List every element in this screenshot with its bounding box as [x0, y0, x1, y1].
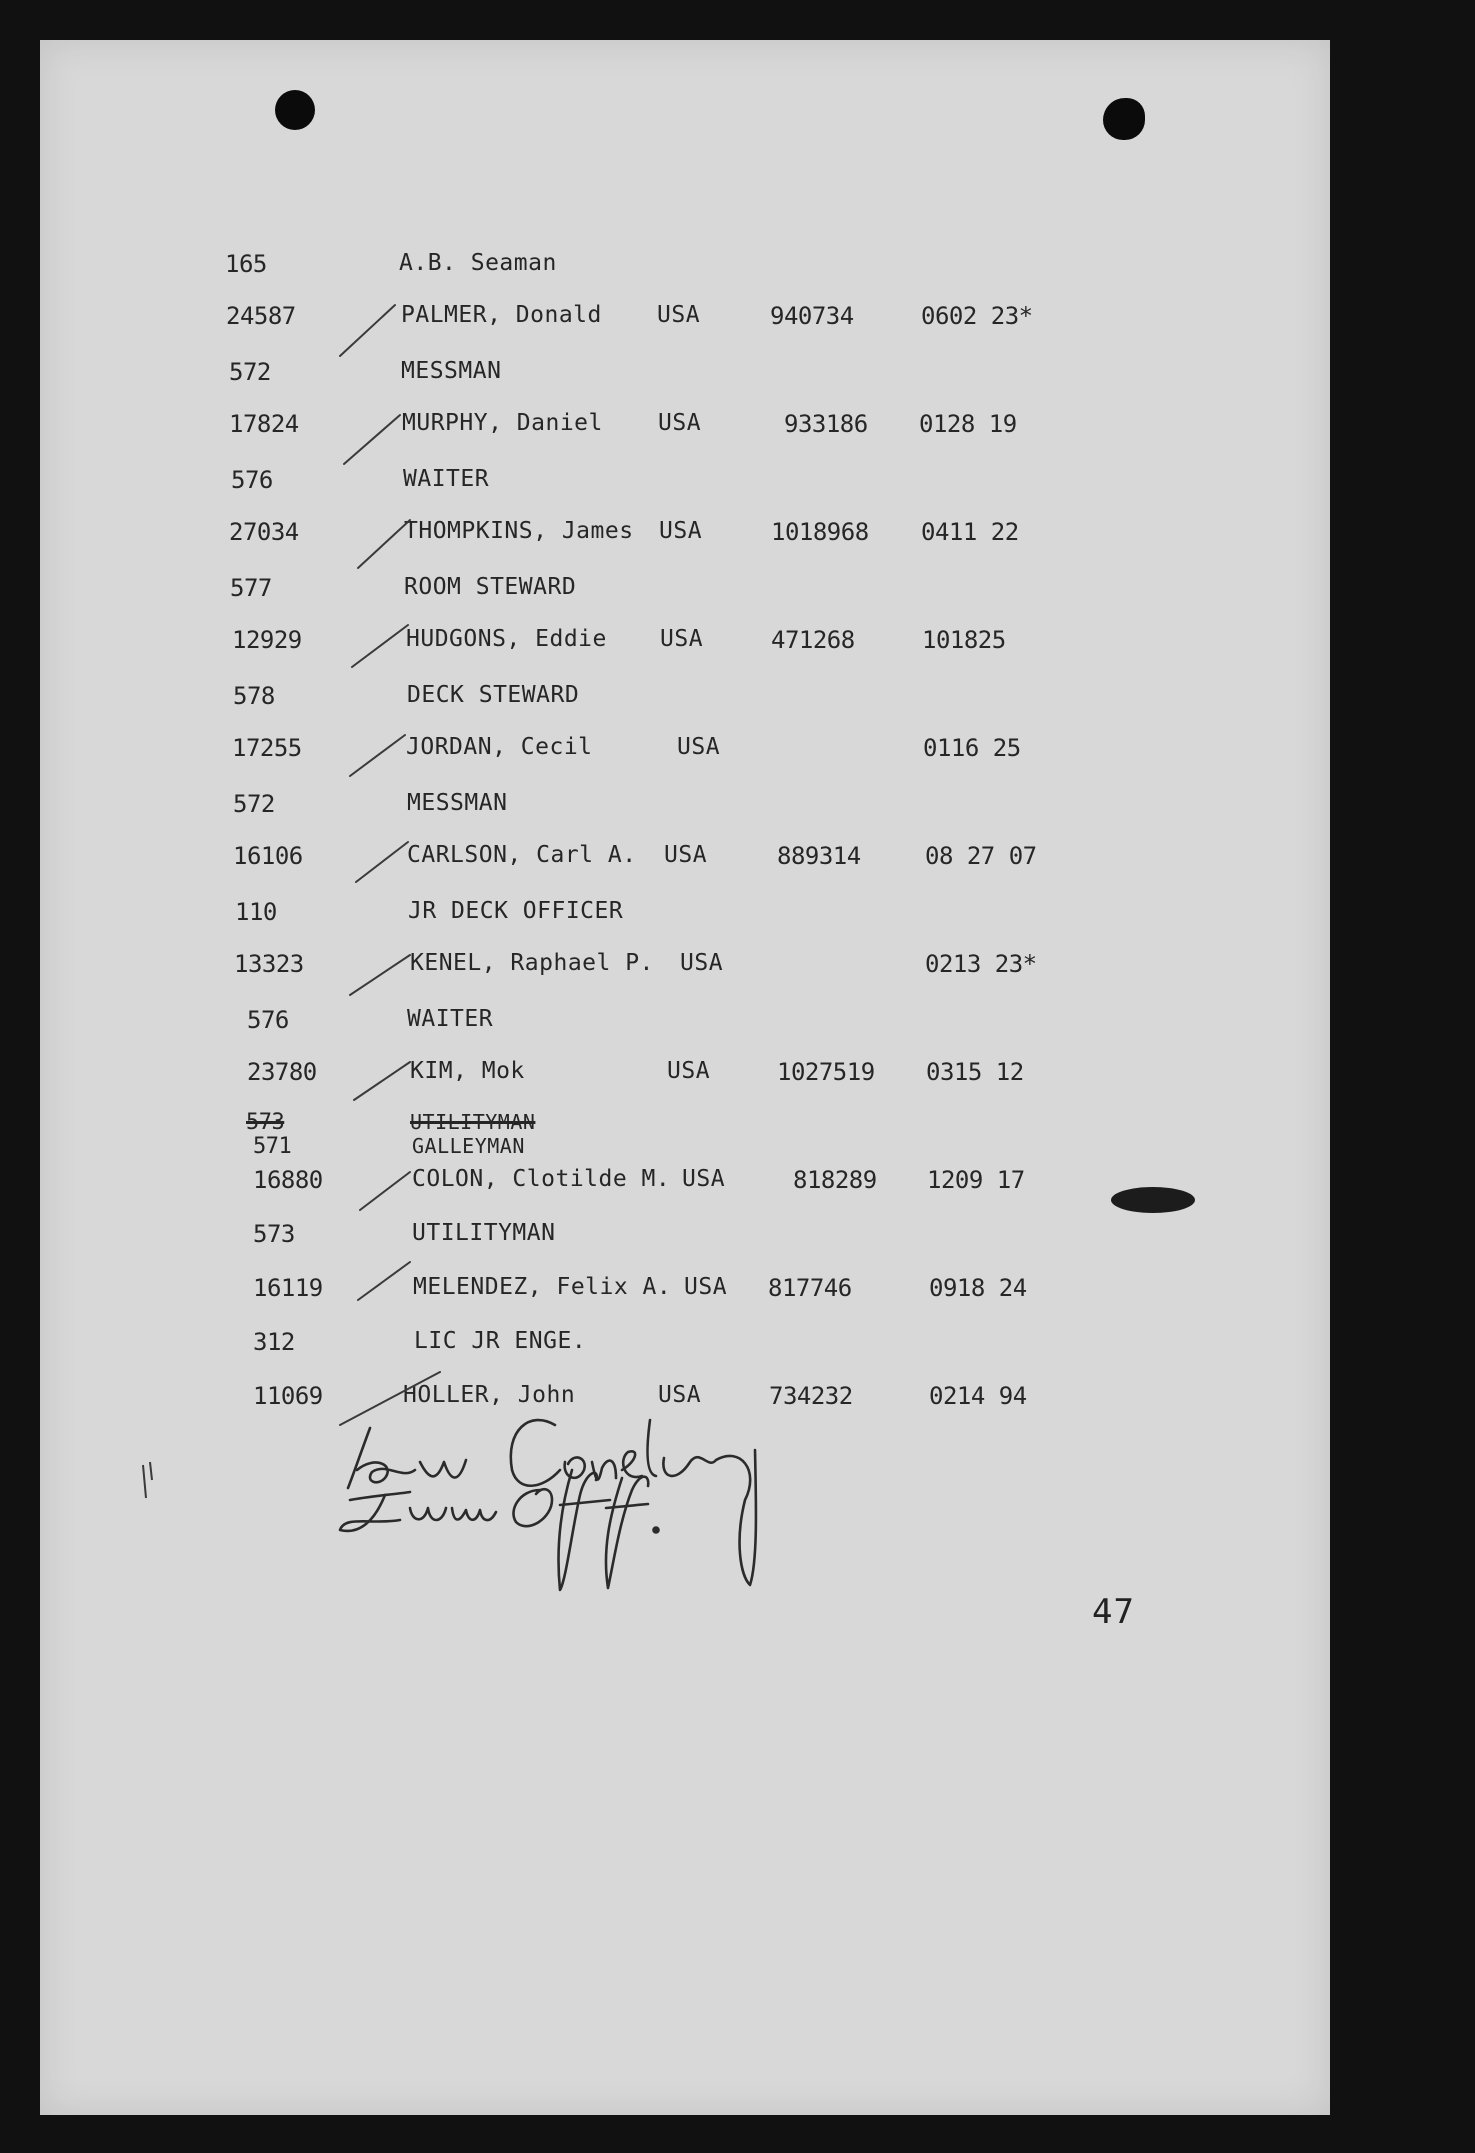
crew-cert: 818289 — [793, 1166, 877, 1194]
crew-cert: 471268 — [771, 626, 855, 654]
crew-number: 12929 — [232, 626, 302, 654]
role-title: WAITER — [407, 1006, 494, 1032]
crew-nationality: USA — [658, 1382, 702, 1408]
crew-nationality: USA — [664, 842, 708, 868]
crew-nationality: USA — [684, 1274, 728, 1300]
role-code: 572 — [233, 790, 275, 818]
role-code: 576 — [247, 1006, 289, 1034]
crew-date: 0116 25 — [923, 734, 1021, 762]
crew-nationality: USA — [680, 950, 724, 976]
check-mark — [340, 1372, 440, 1425]
role-title: MESSMAN — [407, 790, 508, 816]
crew-date: 0213 23* — [925, 950, 1037, 978]
ink-blot — [1111, 1187, 1195, 1213]
crew-nationality: USA — [667, 1058, 711, 1084]
crew-date: 0918 24 — [929, 1274, 1027, 1302]
check-mark — [358, 520, 410, 568]
crew-name: KIM, Mok — [410, 1058, 525, 1084]
role-code: 110 — [235, 898, 277, 926]
role-code: 577 — [230, 574, 272, 602]
role-title: ROOM STEWARD — [404, 574, 577, 600]
role-title: UTILITYMAN — [412, 1220, 556, 1246]
check-mark — [358, 1262, 410, 1300]
crew-date: 0214 94 — [929, 1382, 1027, 1410]
crew-number: 13323 — [234, 950, 304, 978]
crew-number: 23780 — [247, 1058, 317, 1086]
crew-name: JORDAN, Cecil — [406, 734, 593, 760]
role-title: GALLEYMAN — [412, 1134, 525, 1158]
crew-number: 11069 — [253, 1382, 323, 1410]
page-number: 47 — [1092, 1592, 1135, 1632]
signature-image — [340, 1420, 756, 1590]
crew-nationality: USA — [657, 302, 701, 328]
crew-name: PALMER, Donald — [401, 302, 602, 328]
role-code: 312 — [253, 1328, 295, 1356]
crew-number: 17255 — [232, 734, 302, 762]
role-title: JR DECK OFFICER — [408, 898, 624, 924]
crew-name: HUDGONS, Eddie — [406, 626, 607, 652]
check-mark — [352, 625, 408, 667]
crew-date: 08 27 07 — [925, 842, 1037, 870]
crew-date: 0315 12 — [926, 1058, 1024, 1086]
crew-cert: 1027519 — [777, 1058, 875, 1086]
role-title: A.B. Seaman — [399, 250, 557, 276]
crew-name: MURPHY, Daniel — [402, 410, 603, 436]
crew-number: 16880 — [253, 1166, 323, 1194]
crew-date: 0411 22 — [921, 518, 1019, 546]
crew-date: 101825 — [922, 626, 1006, 654]
role-code: 573 — [253, 1220, 295, 1248]
crew-number: 24587 — [226, 302, 296, 330]
role-code: 572 — [229, 358, 271, 386]
crew-number: 16119 — [253, 1274, 323, 1302]
role-title: LIC JR ENGE. — [414, 1328, 587, 1354]
check-mark — [344, 415, 400, 464]
crew-name: MELENDEZ, Felix A. — [413, 1274, 672, 1300]
role-title: WAITER — [403, 466, 490, 492]
crew-nationality: USA — [682, 1166, 726, 1192]
crew-cert: 889314 — [777, 842, 861, 870]
crew-name: KENEL, Raphael P. — [410, 950, 654, 976]
crew-date: 1209 17 — [927, 1166, 1025, 1194]
crew-cert: 933186 — [784, 410, 868, 438]
crew-date: 0602 23* — [921, 302, 1033, 330]
crew-nationality: USA — [660, 626, 704, 652]
role-code: 578 — [233, 682, 275, 710]
crew-date: 0128 19 — [919, 410, 1017, 438]
crew-nationality: USA — [677, 734, 721, 760]
crew-number: 27034 — [229, 518, 299, 546]
crew-name: CARLSON, Carl A. — [407, 842, 637, 868]
role-code: 571 — [253, 1134, 292, 1159]
crew-name: THOMPKINS, James — [404, 518, 634, 544]
crew-cert: 1018968 — [771, 518, 869, 546]
crew-number: 16106 — [233, 842, 303, 870]
check-mark — [350, 955, 410, 995]
stray-mark — [143, 1462, 152, 1498]
crew-cert: 817746 — [768, 1274, 852, 1302]
crew-nationality: USA — [659, 518, 703, 544]
role-code: 576 — [231, 466, 273, 494]
role-code: 573 — [246, 1110, 285, 1135]
check-mark — [356, 842, 408, 882]
check-mark — [360, 1172, 410, 1210]
crew-nationality: USA — [658, 410, 702, 436]
role-title: UTILITYMAN — [410, 1110, 536, 1134]
crew-name: HOLLER, John — [403, 1382, 576, 1408]
role-title: DECK STEWARD — [407, 682, 580, 708]
role-code: 165 — [225, 250, 267, 278]
role-title: MESSMAN — [401, 358, 502, 384]
check-mark — [340, 305, 395, 356]
crew-cert: 940734 — [770, 302, 854, 330]
crew-name: COLON, Clotilde M. — [412, 1166, 671, 1192]
check-mark — [354, 1062, 410, 1100]
crew-number: 17824 — [229, 410, 299, 438]
crew-cert: 734232 — [769, 1382, 853, 1410]
check-mark — [350, 735, 405, 776]
